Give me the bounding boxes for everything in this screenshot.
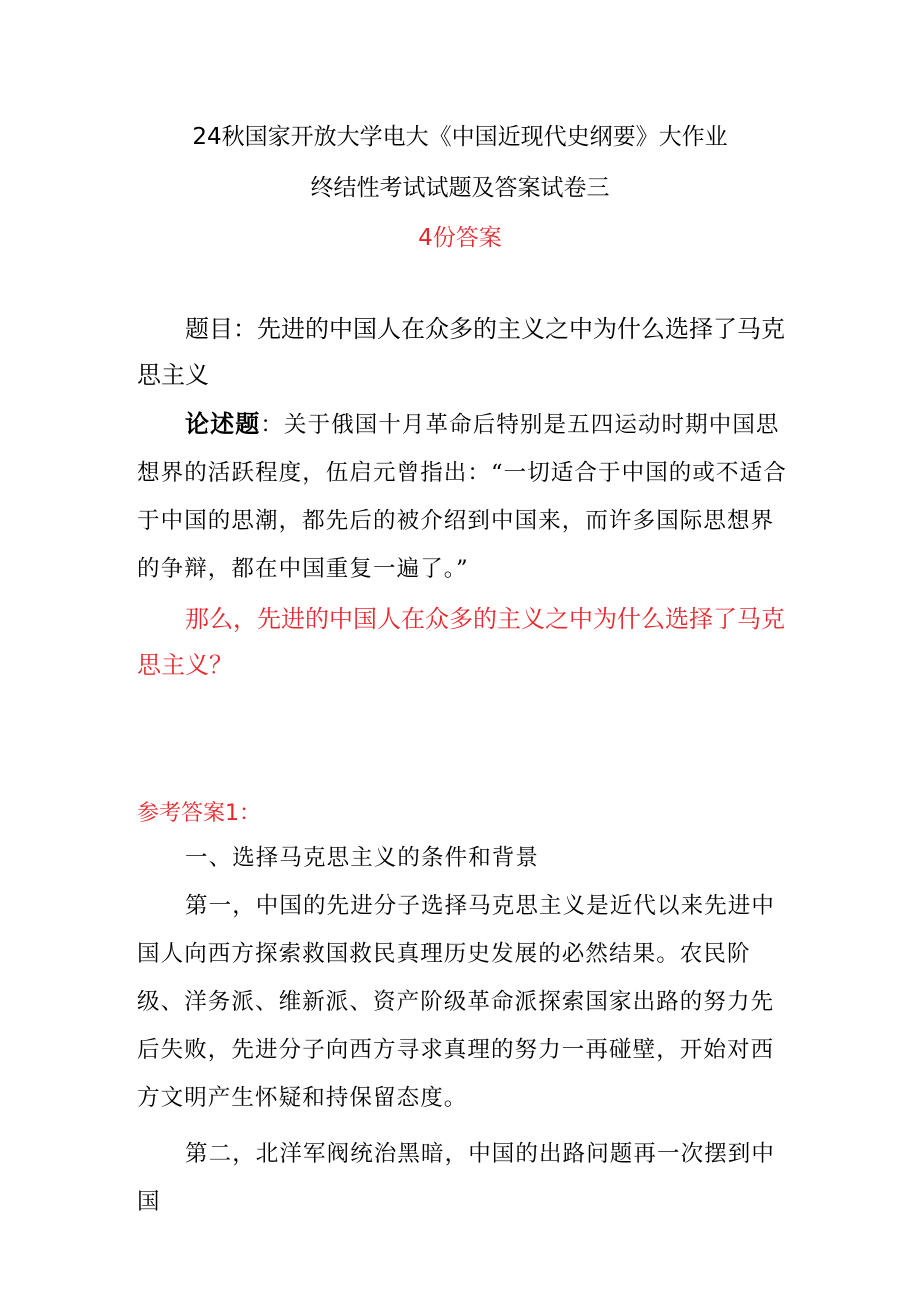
question-label: 题目： — [185, 315, 257, 343]
document-title: 24秋国家开放大学电大《中国近现代史纲要》大作业 — [192, 124, 728, 150]
prompt-text: 那么，先进的中国人在众多的主义之中为什么选择了马克思主义？ — [137, 605, 785, 679]
answer-paragraph-1: 第一，中国的先进分子选择马克思主义是近代以来先进中国人向西方探索救国救民真理历史发展的必然结果。农民阶级、洋务派、维新派、资产阶级革命派探索国家出路的努力先后失败，先进分子向西方寻求真理的努力一再碰壁，开始对西方文明产生怀疑和持保留态度。 — [137, 893, 776, 1111]
answer-heading: 参考答案1： — [137, 801, 261, 826]
question-block — [137, 306, 789, 398]
document-subtitle: 终结性考试试题及答案试卷三 — [310, 175, 610, 201]
essay-label: 论述题 — [185, 410, 261, 438]
prompt-block — [137, 596, 789, 688]
answer-paragraph-2: 第二，北洋军阀统治黑暗，中国的出路问题再一次摆到中国 — [137, 1141, 776, 1215]
essay-block — [137, 400, 789, 593]
answer-body — [137, 834, 789, 1226]
answer-count-label: 4份答案 — [418, 225, 502, 251]
essay-text: ：关于俄国十月革命后特别是五四运动时期中国思想界的活跃程度，伍启元曾指出：“一切适合于中国的或不适合于中国的思潮，都先后的被介绍到中国来，而许多国际思想界的争辩，都在中国重复一遍了。” — [137, 412, 787, 582]
question-text: 先进的中国人在众多的主义之中为什么选择了马克思主义 — [137, 315, 785, 389]
section-heading: 一、选择马克思主义的条件和背景 — [185, 845, 540, 871]
